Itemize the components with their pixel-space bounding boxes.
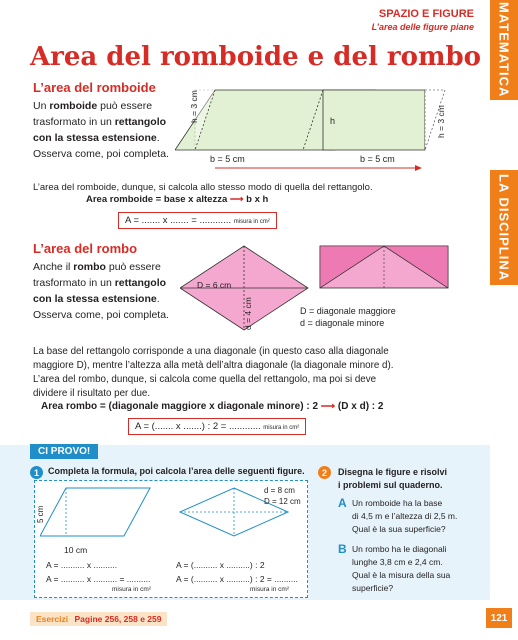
subject-tab[interactable]	[490, 0, 518, 100]
rectangle-shape	[323, 90, 425, 150]
subsection-title: L’area delle figure piane	[371, 22, 474, 32]
romboide-conclusion: L’area del romboide, dunque, si calcola allo stesso modo di quella del rettangolo.	[33, 182, 373, 193]
ci-provo-label: CI PROVO!	[30, 444, 98, 459]
ex1-fill-2b[interactable]: A = (.......... x ..........) : 2 = ..........	[176, 574, 298, 584]
discipline-tab-label: LA DISCIPLINA	[496, 173, 512, 282]
ex1-fig2-d: d = 8 cm	[264, 486, 295, 495]
footer-exercises[interactable]: Esercizi Pagine 256, 258 e 259	[30, 612, 167, 626]
exercise-2-instruction: Disegna le figure e risolvi i problemi sul quaderno.	[338, 467, 448, 490]
arrow-icon: ⟶	[229, 194, 244, 205]
page-title: Area del romboide e del rombo	[30, 42, 482, 72]
exercise-1-instruction: Completa la formula, poi calcola l’area delle seguenti figure.	[48, 466, 305, 476]
rombo-legend-D: D = diagonale maggiore	[300, 306, 396, 316]
ex1-romboide-shape	[40, 488, 150, 536]
rombo-formula: Area rombo = (diagonale maggiore x diagonale minore) : 2 ⟶ (D x d) : 2	[41, 401, 384, 412]
rombo-fill-in[interactable]: A = (....... x .......) : 2 = ............ misura in cm²	[128, 418, 306, 435]
exercise-2-number: 2	[318, 466, 331, 479]
ex1-fig2-D: D = 12 cm	[264, 497, 301, 506]
romboide-formula: Area romboide = base x altezza ⟶ b x h	[86, 194, 269, 205]
ex1-fill-1b[interactable]: A = .......... x .......... = ..........	[46, 574, 151, 584]
rombo-intro: Anche il rombo può essere trasformato in un rettangolo con la stessa estensione. Osserva come, poi completa.	[33, 261, 169, 321]
rombo-legend-d: d = diagonale minore	[300, 318, 385, 328]
exercise-2-a-letter: A	[338, 496, 347, 510]
ex1-fill-1a[interactable]: A = .......... x ..........	[46, 560, 118, 570]
exercise-1-number: 1	[30, 466, 43, 479]
romboide-fill-in[interactable]: A = ....... x ....... = ............ misura in cm²	[118, 212, 277, 229]
romboide-base-left: b = 5 cm	[210, 154, 245, 164]
rectangle-height-label: h = 3 cm	[436, 105, 446, 138]
romboide-base-right: b = 5 cm	[360, 154, 395, 164]
exercise-2-b-text: Un rombo ha le diagonali lunghe 3,8 cm e 2,4 cm. Qual è la misura della sua superficie?	[352, 544, 451, 593]
page-number: 121	[486, 608, 512, 628]
ex1-unit-2: misura in cm²	[250, 586, 290, 593]
rombo-d-label: d = 4 cm	[243, 297, 253, 330]
exercise-2-a-text: Un romboide ha la base di 4,5 m e l’altezza di 2,5 m. Qual è la sua superficie?	[352, 498, 458, 534]
romboide-height-label: h = 3 cm	[189, 90, 199, 123]
ex1-fig1-height: 5 cm	[36, 505, 45, 523]
discipline-tab[interactable]	[490, 170, 518, 285]
romboide-h-label: h	[330, 116, 336, 126]
subject-tab-label: MATEMATICA	[496, 2, 512, 98]
rombo-D-label: D = 6 cm	[197, 280, 232, 290]
ex1-unit-1: misura in cm²	[112, 586, 152, 593]
exercise-2-b-letter: B	[338, 542, 347, 556]
rombo-explanation: La base del rettangolo corrisponde a una diagonale (in questo caso alla diagonale maggiore D), mentre l’altezza alla metà dell’altra diagonale (la diagonale minore d). L’area del rombo, dunque, si calcola come quella del rettangolo, ma poi si deve dividere il risultato per due.	[33, 346, 394, 399]
ex1-fig1-base: 10 cm	[64, 545, 88, 555]
romboide-heading: L’area del romboide	[33, 80, 156, 95]
section-title: SPAZIO E FIGURE	[378, 8, 474, 20]
exercise-1-figures	[40, 486, 302, 548]
romboide-intro: Un romboide può essere trasformato in un rettangolo con la stessa estensione. Osserva come, poi completa.	[33, 100, 169, 160]
rombo-heading: L’area del rombo	[33, 241, 138, 256]
arrow-icon: ⟶	[320, 401, 336, 412]
ex1-fill-2a[interactable]: A = (.......... x ..........) : 2	[176, 560, 265, 570]
